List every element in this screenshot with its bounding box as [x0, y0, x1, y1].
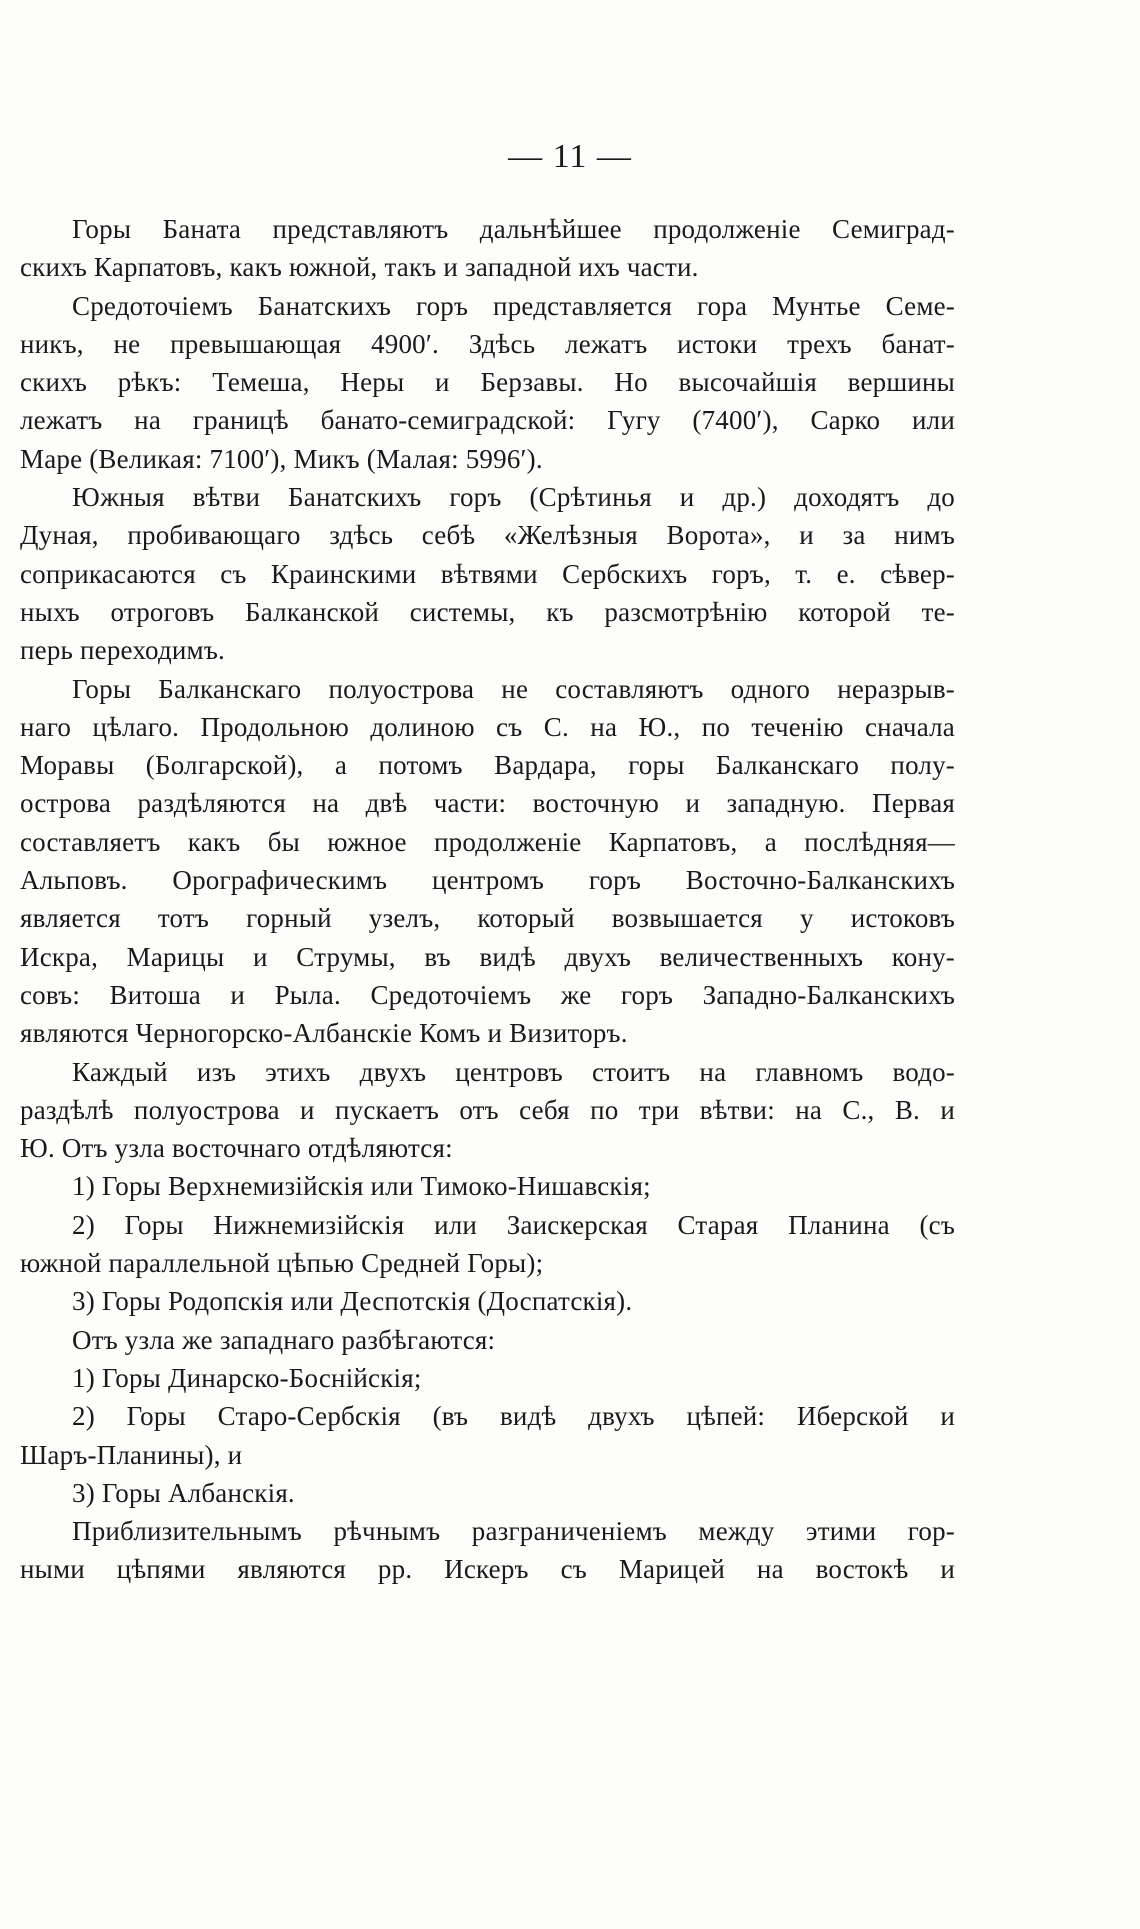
text-line: Приблизительнымъ рѣчнымъ разграниченіемъ между этими гор-: [72, 1516, 955, 1547]
text-line: 2) Горы Нижнемизійскія или Заискерская Старая Планина (съ: [72, 1209, 955, 1240]
text-line: Горы Баната представляютъ дальнѣйшее продолженіе Семиград-: [72, 214, 955, 244]
text-line: Моравы (Болгарской), а потомъ Вардара, горы Балканскаго полу-: [20, 750, 955, 781]
text-line: являются Черногорско-Албанскіе Комъ и Визиторъ.: [20, 1018, 628, 1049]
text-line: никъ, не превышающая 4900′. Здѣсь лежатъ истоки трехъ банат-: [20, 328, 955, 359]
text-line: перь переходимъ.: [20, 635, 225, 666]
text-line: острова раздѣляются на двѣ части: восточную и западную. Первая: [20, 788, 955, 819]
text-line: Шаръ-Планины), и: [20, 1439, 243, 1470]
text-line: Ю. Отъ узла восточнаго отдѣляются:: [20, 1133, 453, 1164]
text-line: скихъ Карпатовъ, какъ южной, такъ и западной ихъ части.: [20, 252, 699, 283]
text-line: 3) Горы Албанскія.: [72, 1477, 295, 1508]
text-line: скихъ рѣкъ: Темеша, Неры и Берзавы. Но высочайшія вершины: [20, 367, 955, 398]
text-line: наго цѣлаго. Продольною долиною съ С. на Ю., по теченію сначала: [20, 711, 955, 742]
text-line: 1) Горы Динарско-Боснійскія;: [72, 1362, 422, 1393]
text-line: Каждый изъ этихъ двухъ центровъ стоитъ на главномъ водо-: [72, 1056, 955, 1087]
text-body: [20, 210, 955, 1589]
page-number: — 11 —: [508, 138, 632, 175]
text-line: 1) Горы Верхнемизійскія или Тимоко-Нишавскія;: [72, 1171, 651, 1202]
text-line: Горы Балканскаго полуострова не составляютъ одного неразрыв-: [72, 673, 955, 704]
text-line: соприкасаются съ Краинскими вѣтвями Сербскихъ горъ, т. е. сѣвер-: [20, 558, 955, 589]
text-line: лежатъ на границѣ банато-семиградской: Гугу (7400′), Сарко или: [20, 405, 955, 436]
text-line: Искра, Марицы и Струмы, въ видѣ двухъ величественныхъ кону-: [20, 941, 955, 972]
text-line: составляетъ какъ бы южное продолженіе Карпатовъ, а послѣдняя—: [20, 826, 955, 857]
text-line: Южныя вѣтви Банатскихъ горъ (Срѣтинья и др.) доходятъ до: [72, 482, 955, 513]
text-line: 3) Горы Родопскія или Деспотскія (Доспатскія).: [72, 1286, 633, 1317]
text-line: совъ: Витоша и Рыла. Средоточіемъ же горъ Западно-Балканскихъ: [20, 979, 955, 1010]
text-line: ными цѣпями являются рр. Искеръ съ Марицей на востокѣ и: [20, 1554, 955, 1585]
text-line: южной параллельной цѣпью Средней Горы);: [20, 1248, 544, 1279]
text-line: ныхъ отроговъ Балканской системы, къ разсмотрѣнію которой те-: [20, 596, 955, 627]
text-line: Дуная, пробивающаго здѣсь себѣ «Желѣзныя Ворота», и за нимъ: [20, 520, 955, 551]
text-line: Отъ узла же западнаго разбѣгаются:: [72, 1324, 496, 1355]
text-line: Альповъ. Орографическимъ центромъ горъ Восточно-Балканскихъ: [20, 865, 955, 896]
text-line: раздѣлѣ полуострова и пускаетъ отъ себя по три вѣтви: на С., В. и: [20, 1094, 955, 1125]
text-line: Средоточіемъ Банатскихъ горъ представляется гора Мунтье Семе-: [72, 290, 955, 321]
text-line: 2) Горы Старо-Сербскія (въ видѣ двухъ цѣпей: Иберской и: [72, 1401, 955, 1432]
text-line: является тотъ горный узелъ, который возвышается у истоковъ: [20, 903, 955, 934]
text-line: Маре (Великая: 7100′), Микъ (Малая: 5996′).: [20, 443, 543, 474]
